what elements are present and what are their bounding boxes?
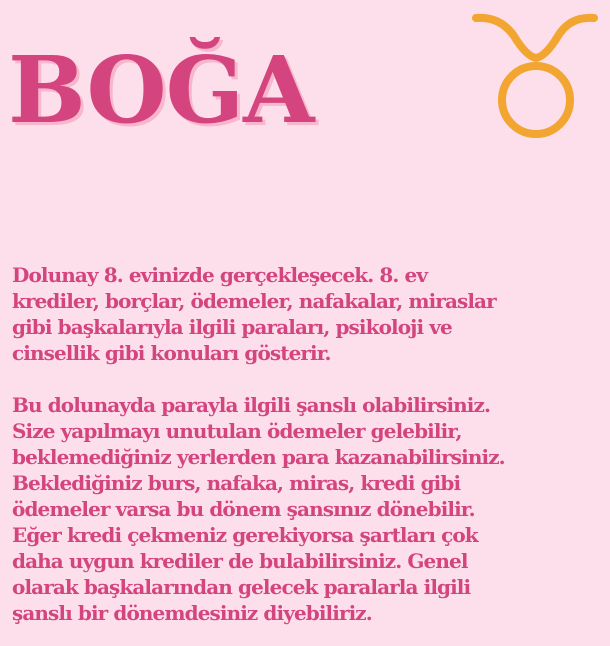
text-line: şanslı bir dönemdesiniz diyebiliriz. xyxy=(12,601,372,625)
text-line: Size yapılmayı unutulan ödemeler gelebilir, xyxy=(12,419,462,443)
horoscope-text xyxy=(12,262,602,626)
text-line: ödemeler varsa bu dönem şansınız dönebilir. xyxy=(12,497,475,521)
text-line: olarak başkalarından gelecek paralarla ilgili xyxy=(12,575,471,599)
taurus-symbol-icon xyxy=(470,6,600,146)
text-line: Bu dolunayda parayla ilgili şanslı olabilirsiniz. xyxy=(12,393,491,417)
text-line: beklemediğiniz yerlerden para kazanabilirsiniz. xyxy=(12,445,505,469)
paragraph-details xyxy=(12,392,602,626)
text-line: cinsellik gibi konuları gösterir. xyxy=(12,341,331,365)
text-line: Eğer kredi çekmeniz gerekiyorsa şartları çok xyxy=(12,523,478,547)
paragraph-intro xyxy=(12,262,602,366)
page-title: BOĞA xyxy=(8,36,314,144)
text-line: Beklediğiniz burs, nafaka, miras, kredi gibi xyxy=(12,471,461,495)
text-line: krediler, borçlar, ödemeler, nafakalar, miraslar xyxy=(12,289,496,313)
text-line: Dolunay 8. evinizde gerçekleşecek. 8. ev xyxy=(12,263,428,287)
text-line: gibi başkalarıyla ilgili paraları, psikoloji ve xyxy=(12,315,452,339)
text-line: daha uygun krediler de bulabilirsiniz. Genel xyxy=(12,549,468,573)
